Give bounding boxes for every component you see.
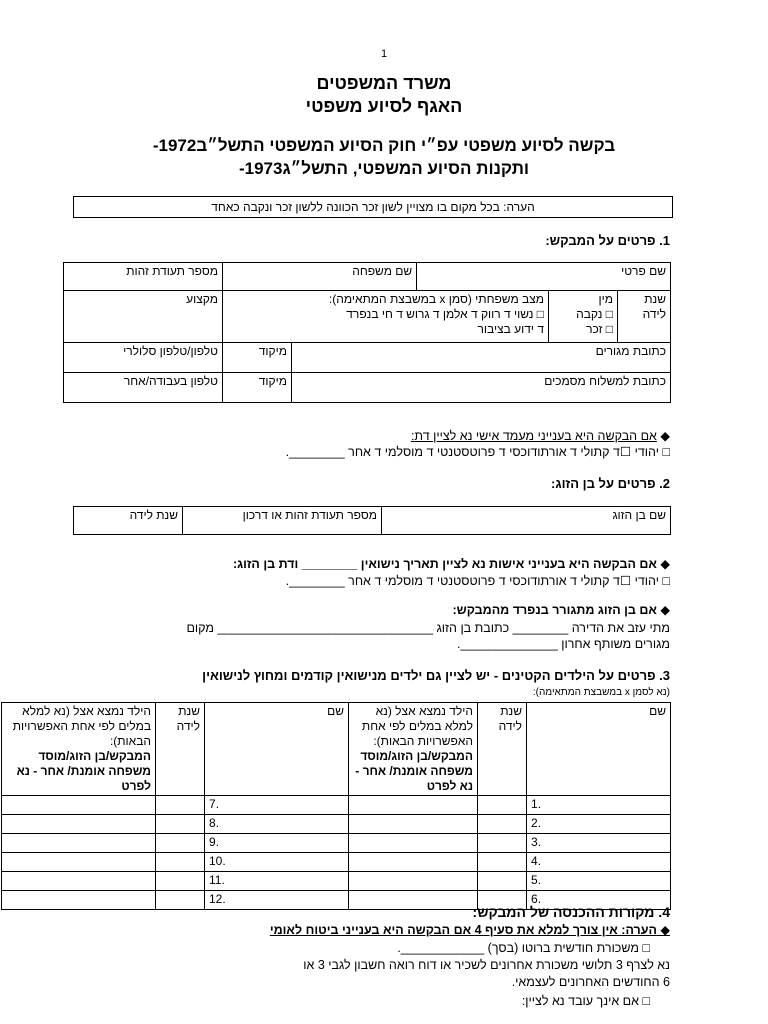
- spouse-table: [73, 506, 671, 535]
- child-name-cell[interactable]: .12: [205, 891, 349, 910]
- religion-question: [411, 428, 670, 444]
- child-year-cell[interactable]: [156, 815, 205, 834]
- child-with-cell[interactable]: [2, 796, 156, 815]
- child-with-cell[interactable]: [2, 815, 156, 834]
- applicant-table: [63, 262, 671, 403]
- gender-note: הערה: בכל מקום בו מצויין לשון זכר הכוונה ללשון זכר ונקבה כאחד: [73, 196, 673, 218]
- phone-field[interactable]: טלפון/טלפון סלולרי: [64, 343, 223, 373]
- form-title-line1: בקשה לסיוע משפטי עפ״י חוק הסיוע המשפטי התשל״ב1972-: [152, 136, 616, 155]
- address-field[interactable]: כתובת מגורים: [292, 343, 671, 373]
- child-name-cell[interactable]: .2: [527, 815, 671, 834]
- table-row: [2, 815, 671, 834]
- gender-male-option[interactable]: □ זכר: [586, 322, 613, 336]
- religion-options[interactable]: □ יהודי ☐ד קתולי ד אורתודוכסי ד פרוטסטנטי ד מוסלמי ד אחר ________.: [285, 445, 670, 459]
- marital-status-field[interactable]: [223, 291, 549, 343]
- children-table: [1, 702, 671, 910]
- child-with-cell[interactable]: [349, 853, 478, 872]
- section1-title: 1. פרטים על המבקש:: [545, 233, 670, 248]
- salary-instructions-2: 6 החודשים האחרונים לעצמאי.: [511, 975, 670, 989]
- table-row: [2, 853, 671, 872]
- page-number: 1: [380, 48, 388, 60]
- bullet-diamond-icon: ◆: [656, 923, 670, 937]
- marriage-question: [233, 556, 670, 572]
- spouse-birth-year-field[interactable]: שנת לידה: [74, 507, 183, 535]
- child-name-cell[interactable]: .8: [205, 815, 349, 834]
- gender-field[interactable]: [549, 291, 618, 343]
- table-row: [2, 834, 671, 853]
- child-year-cell[interactable]: [156, 834, 205, 853]
- gender-label: מין: [598, 292, 613, 306]
- child-name-cell[interactable]: .11: [205, 872, 349, 891]
- religion-question-text: אם הבקשה היא בענייני מעמד אישי נא לציין דת:: [410, 429, 657, 443]
- child-year-cell[interactable]: [156, 872, 205, 891]
- child-name-cell[interactable]: .1: [527, 796, 671, 815]
- section3-title: 3. פרטים על הילדים הקטינים - יש לציין גם ילדים מנישואין קודמים ומחוץ לנישואין: [202, 668, 670, 683]
- child-with-cell[interactable]: [349, 872, 478, 891]
- col-with-options: המבקש/בן הזוג/מוסד משפחה אומנת/ אחר - נא לפרט: [355, 749, 473, 793]
- marital-options[interactable]: □ נשוי ד רווק ד אלמן ד גרוש ד חי בנפרד: [346, 307, 544, 321]
- section4-note: [270, 922, 670, 938]
- col-year-header-2: שנת לידה: [156, 703, 205, 796]
- child-year-cell[interactable]: [478, 872, 527, 891]
- child-with-cell[interactable]: [349, 796, 478, 815]
- separate-question-text: אם בן הזוג מתגורר בנפרד מהמבקש:: [452, 603, 657, 617]
- col-with-header-2: [2, 703, 156, 796]
- child-year-cell[interactable]: [156, 796, 205, 815]
- section2-title: 2. פרטים על בן הזוג:: [551, 476, 670, 491]
- col-with-options-2: המבקש/בן הזוג/מוסד משפחה אומנת/ אחר - נא לפרט: [16, 749, 151, 793]
- marital-status-label: מצב משפחתי (סמן x במשבצת המתאימה):: [328, 292, 544, 306]
- separate-line1[interactable]: מתי עזב את הדירה ________ כתובת בן הזוג _______________________________ מקום: [186, 621, 670, 635]
- separate-question: [452, 602, 670, 618]
- child-with-cell[interactable]: [349, 815, 478, 834]
- ministry-name: משרד המשפטים: [316, 73, 452, 93]
- child-with-cell[interactable]: [349, 891, 478, 910]
- child-year-cell[interactable]: [156, 853, 205, 872]
- first-name-field[interactable]: שם פרטי: [417, 263, 671, 291]
- separate-line2[interactable]: מגורים משותף אחרון ______________.: [456, 637, 670, 651]
- form-title-line2: ותקנות הסיוע המשפטי, התשל״ג1973-: [238, 159, 530, 178]
- col-with-text-2: הילד נמצא אצל (נא למלא במלים לפי אחת האפשרויות הבאות):: [12, 704, 151, 748]
- child-name-cell[interactable]: .3: [527, 834, 671, 853]
- child-name-cell[interactable]: .7: [205, 796, 349, 815]
- marriage-question-text: אם הבקשה היא בענייני אישות נא לציין תאריך נישואין ________ ודת בן הזוג:: [232, 557, 657, 571]
- spouse-name-field[interactable]: שם בן הזוג: [382, 507, 671, 535]
- child-with-cell[interactable]: [2, 834, 156, 853]
- bullet-diamond-icon: ◆: [656, 603, 670, 617]
- child-year-cell[interactable]: [478, 815, 527, 834]
- zip-field[interactable]: מיקוד: [223, 343, 292, 373]
- col-with-text: הילד נמצא אצל (נא למלא במלים לפי אחת האפשרויות הבאות):: [361, 704, 473, 748]
- child-name-cell[interactable]: .10: [205, 853, 349, 872]
- spouse-religion-options[interactable]: □ יהודי ☐ד קתולי ד אורתודוכסי ד פרוטסטנטי ד מוסלמי ד אחר ________.: [285, 574, 670, 588]
- last-name-field[interactable]: שם משפחה: [223, 263, 417, 291]
- mail-address-field[interactable]: כתובת למשלוח מסמכים: [292, 373, 671, 403]
- table-row: [2, 796, 671, 815]
- child-with-cell[interactable]: [2, 853, 156, 872]
- child-name-cell[interactable]: .4: [527, 853, 671, 872]
- bullet-diamond-icon: ◆: [656, 557, 670, 571]
- child-with-cell[interactable]: [2, 891, 156, 910]
- marital-options-2[interactable]: ד ידוע בציבור: [477, 322, 544, 336]
- id-number-field[interactable]: מספר תעודת זהות: [64, 263, 223, 291]
- salary-instructions: נא לצרף 3 תלושי משכורת אחרונים לשכיר או דוח רואה חשבון לגבי 3 או: [303, 958, 670, 972]
- work-phone-field[interactable]: טלפון בעבודה/אחר: [64, 373, 223, 403]
- child-name-cell[interactable]: .9: [205, 834, 349, 853]
- occupation-field[interactable]: מקצוע: [64, 291, 223, 343]
- section4-note-text: הערה: אין צורך למלא את סעיף 4 אם הבקשה היא בענייני ביטוח לאומי: [269, 923, 657, 937]
- section3-subtitle: (נא לסמן x במשבצת המתאימה):: [532, 687, 670, 698]
- table-row: [2, 872, 671, 891]
- child-name-cell[interactable]: .6: [527, 891, 671, 910]
- child-name-cell[interactable]: .5: [527, 872, 671, 891]
- gender-female-option[interactable]: □ נקבה: [576, 307, 613, 321]
- child-with-cell[interactable]: [349, 834, 478, 853]
- child-year-cell[interactable]: [478, 853, 527, 872]
- col-name-header: שם: [527, 703, 671, 796]
- child-year-cell[interactable]: [478, 796, 527, 815]
- section4-title: 4. מקורות ההכנסה של המבקש:: [472, 904, 670, 920]
- col-with-header: [349, 703, 478, 796]
- child-year-cell[interactable]: [156, 891, 205, 910]
- unemployed-option[interactable]: □ אם אינך עובד נא לציין:: [521, 994, 650, 1008]
- birth-year-field[interactable]: שנת לידה: [618, 291, 671, 343]
- salary-option[interactable]: □ משכורת חודשית ברוטו (בסך) ____________.: [397, 941, 650, 955]
- child-with-cell[interactable]: [2, 872, 156, 891]
- zip2-field[interactable]: מיקוד: [223, 373, 292, 403]
- col-name-header-2: שם: [205, 703, 349, 796]
- bullet-diamond-icon: ◆: [656, 429, 670, 443]
- department-name: האגף לסיוע משפטי: [305, 96, 463, 116]
- child-year-cell[interactable]: [478, 834, 527, 853]
- col-year-header: שנת לידה: [478, 703, 527, 796]
- spouse-id-field[interactable]: מספר תעודת זהות או דרכון: [183, 507, 382, 535]
